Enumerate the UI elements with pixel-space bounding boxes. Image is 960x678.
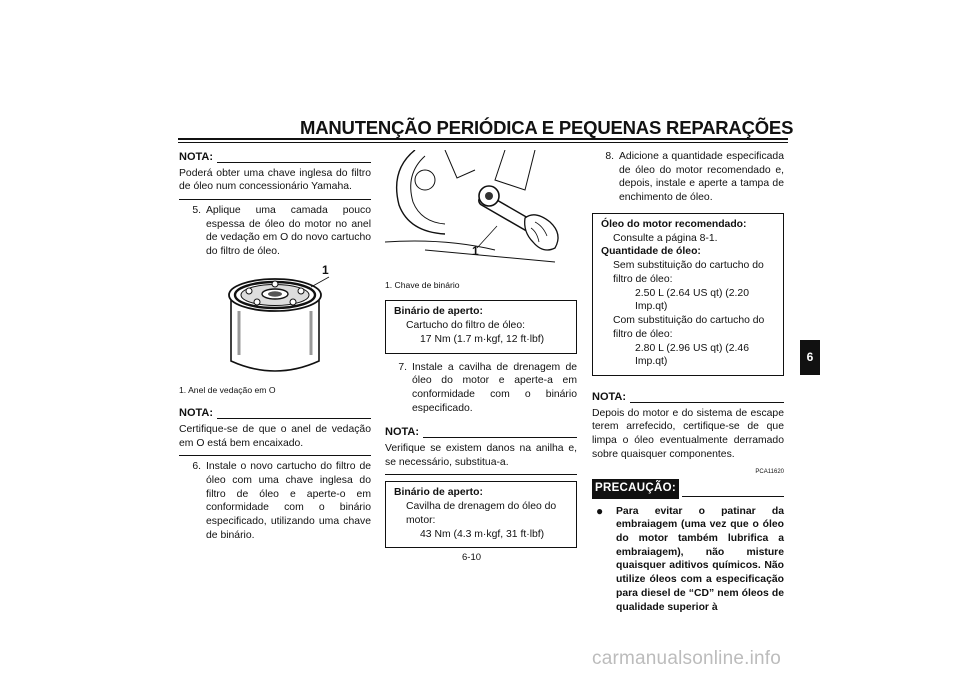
- oil-filter-illustration: [179, 262, 371, 383]
- step-6: 6. Instale o novo cartucho do filtro de óleo com uma chave inglesa do filtro de óleo e aperte-o em conformidade com o binário especificado, utilizando uma chave de binário.: [192, 461, 371, 541]
- figure-caption: 1. Anel de vedação em O: [179, 384, 276, 395]
- nota-heading: NOTA:: [179, 406, 371, 421]
- step-5: 5. Aplique uma camada pouco espessa de óleo do motor no anel de vedação em O do novo cartucho do filtro de óleo.: [192, 204, 371, 258]
- spec-box-torque-drain-bolt: Binário de aperto: Cavilha de drenagem do óleo do motor: 43 Nm (4.3 m·kgf, 31 ft·lbf): [385, 481, 577, 548]
- nota-text: Certifique-se de que o anel de vedação em O está bem encaixado.: [179, 423, 371, 449]
- callout-1: 1: [472, 244, 479, 258]
- callout-1: 1: [322, 262, 329, 277]
- oil-filter-figure: [179, 262, 371, 383]
- column-3: [592, 150, 784, 614]
- caution-heading: [592, 479, 784, 498]
- torque-wrench-figure: [385, 150, 577, 268]
- spec-box-torque-filter: Binário de aperto: Cartucho do filtro de óleo: 17 Nm (1.7 m·kgf, 12 ft·lbf): [385, 300, 577, 353]
- step-8: 8. Adicione a quantidade especificada de óleo do motor recomendado e, depois, instale e aperte a tampa de enchimento de óleo.: [605, 151, 784, 204]
- torque-wrench-illustration: [385, 150, 577, 268]
- figure-caption: 1. Chave de binário: [385, 280, 460, 290]
- caution-item: ● Para evitar o patinar da embraiagem (uma vez que o óleo do motor também lubrifica a embraiagem), não misture quaisquer aditivos químicos. Não utilize óleos com a especificação para diesel de “CD” nem óleos de qualidade superior à: [592, 505, 784, 615]
- nota-text: Verifique se existem danos na anilha e, se necessário, substitua-a.: [385, 443, 577, 468]
- watermark: carmanualsonline.info: [592, 648, 782, 669]
- page-number: 6-10: [462, 552, 482, 563]
- nota-text: Poderá obter uma chave inglesa do filtro de óleo num concessionário Yamaha.: [179, 167, 371, 193]
- divider: [179, 455, 371, 456]
- column-1: [179, 150, 371, 543]
- step-7: 7. Instale a cavilha de drenagem de óleo do motor e aperte-a em conformidade com o binário especificado.: [398, 361, 577, 414]
- bullet-icon: ●: [596, 503, 604, 518]
- page-title: MANUTENÇÃO PERIÓDICA E PEQUENAS REPARAÇÕES: [300, 117, 794, 138]
- divider: [179, 199, 371, 200]
- caution-code: PCA11620: [755, 469, 784, 476]
- header-rule: [178, 138, 788, 140]
- column-2: [385, 150, 577, 548]
- spec-box-oil: Óleo do motor recomendado: Consulte a página 8-1. Quantidade de óleo: Sem substituição do cartucho do filtro de óleo: 2.50 L (2.64 US qt) (2.20 Imp.qt) Com substituição do cartucho do filtro de óleo: 2.80 L (2.96 US qt) (2.46 Imp.qt): [592, 213, 784, 376]
- nota-heading: NOTA:: [385, 425, 577, 440]
- chapter-tab: 6: [800, 340, 820, 375]
- nota-heading: NOTA:: [592, 390, 784, 405]
- nota-text: Depois do motor e do sistema de escape terem arrefecido, certifique-se de que limpa o óleo eventualmente derramado sobre quaisquer componentes.: [592, 407, 784, 460]
- nota-heading: NOTA:: [179, 150, 371, 165]
- caution-label: PRECAUÇÃO:: [592, 479, 679, 498]
- header-rule-thin: [178, 142, 788, 143]
- divider: [385, 474, 577, 475]
